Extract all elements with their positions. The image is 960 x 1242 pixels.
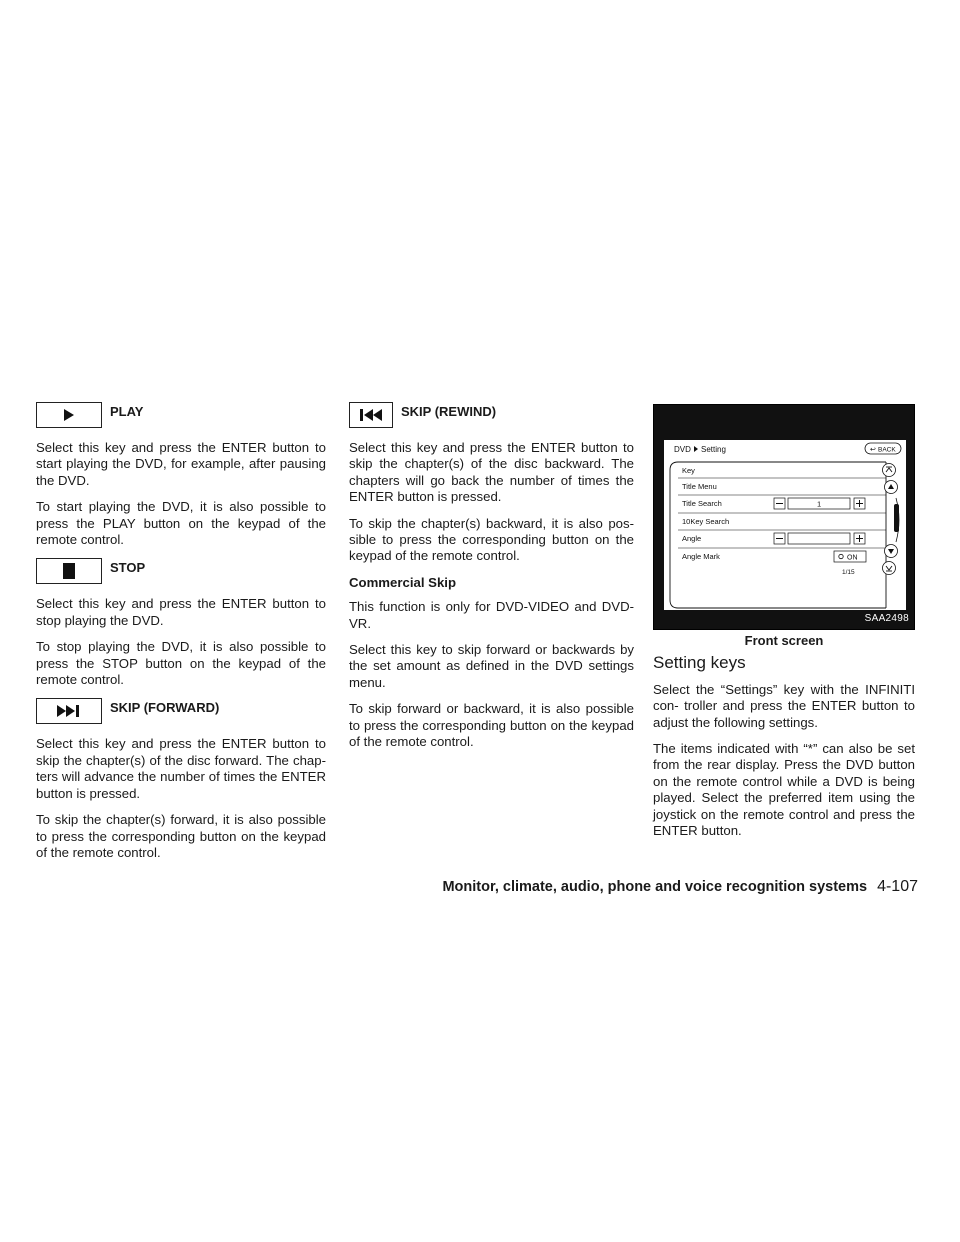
skip-forward-key-box [36, 698, 102, 724]
skip-forward-paragraph-2: To skip the chapter(s) forward, it is also possible to press the corresponding button on the keypad of the remote control. [36, 812, 326, 860]
play-key-box [36, 402, 102, 428]
breadcrumb-dvd: DVD [674, 445, 691, 454]
angle-value-box [788, 533, 850, 544]
figure-caption: Front screen [744, 633, 824, 648]
skip-forward-key-label: SKIP (FORWARD) [110, 700, 220, 716]
page-footer [423, 878, 918, 896]
commercial-skip-paragraph-3: To skip forward or backward, it is also possible to press the corresponding button on the keypad of the remote control. [349, 701, 634, 750]
breadcrumb-setting: Setting [701, 445, 726, 454]
commercial-skip-heading: Commercial Skip [349, 574, 457, 590]
skip-rewind-icon [356, 408, 386, 422]
scroll-down-button[interactable] [885, 545, 898, 558]
angle-mark-value: ON [847, 554, 858, 562]
menu-item-label: Angle Mark [682, 552, 720, 561]
dvd-settings-screen [664, 440, 906, 610]
column-right [653, 404, 915, 849]
skip-rewind-paragraph-1: Select this key and press the ENTER button to skip the chapter(s) of the disc backward. The chapters will go back the number of times the ENTER button is pressed. [349, 440, 634, 505]
stop-icon [61, 562, 77, 580]
stop-key-heading [36, 558, 326, 584]
play-paragraph-1: Select this key and press the ENTER button to start playing the DVD, for example, after pausing the DVD. [36, 440, 326, 488]
commercial-skip-paragraph-1: This function is only for DVD-VIDEO and DVD- VR. [349, 599, 634, 631]
column-middle [349, 402, 634, 761]
play-key-label: PLAY [110, 404, 144, 419]
section-title: Setting keys [653, 653, 746, 673]
dvd-settings-figure [653, 404, 915, 630]
skip-rewind-key-box [349, 402, 393, 428]
stop-key-label: STOP [110, 560, 146, 576]
stop-paragraph-2: To stop playing the DVD, it is also possible to press the STOP button on the keypad of the remote control. [36, 639, 326, 688]
scrollbar-thumb[interactable] [894, 504, 899, 532]
angle-plus-button[interactable] [854, 533, 865, 544]
skip-rewind-paragraph-2: To skip the chapter(s) backward, it is also pos- sible to press the corresponding button on the keypad of the remote control. [349, 515, 634, 564]
skip-rewind-key-label: SKIP (REWIND) [401, 404, 497, 419]
page-indicator: 1/15 [842, 569, 855, 576]
menu-item-key[interactable] [682, 466, 695, 475]
figure-code: SAA2498 [864, 612, 909, 624]
scroll-bottom-button[interactable] [883, 562, 896, 575]
skip-forward-key-heading [36, 698, 326, 724]
menu-item-label: Title Menu [682, 482, 717, 491]
setting-keys-paragraph-2: The items indicated with “*” can also be set from the rear display. Press the DVD button on the remote control while a DVD is being played. Select the preferred item using the joystick on the remote control and press the ENTER button. [653, 741, 915, 839]
footer-title: Monitor, climate, audio, phone and voice recognition systems [442, 879, 868, 895]
menu-item-label: Title Search [682, 499, 722, 508]
title-search-plus-button[interactable] [854, 498, 865, 509]
title-search-minus-button[interactable] [774, 498, 785, 509]
menu-item-label: Angle [682, 534, 702, 543]
page-number: 4-107 [877, 878, 918, 895]
back-button-label: BACK [878, 446, 896, 454]
skip-forward-icon [54, 704, 84, 718]
angle-mark-toggle[interactable] [834, 551, 866, 562]
play-key-heading [36, 402, 326, 428]
menu-item-label: 10Key Search [682, 517, 730, 526]
menu-item-10key-search[interactable] [682, 517, 729, 526]
column-left [36, 402, 326, 871]
skip-forward-paragraph-1: Select this key and press the ENTER button to skip the chapter(s) of the disc forward. The chap- ters will advance the number of times the ENTER button is pressed. [36, 736, 326, 801]
angle-minus-button[interactable] [774, 533, 785, 544]
stop-key-box [36, 558, 102, 584]
menu-item-label: Key [682, 466, 695, 475]
stop-paragraph-1: Select this key and press the ENTER button to stop playing the DVD. [36, 596, 326, 628]
back-arrow-icon: ↩ [870, 445, 876, 454]
play-icon [59, 408, 79, 422]
skip-rewind-key-heading [349, 402, 634, 428]
menu-item-title-search[interactable] [682, 499, 722, 508]
menu-item-title-menu[interactable] [682, 482, 717, 491]
setting-keys-paragraph-1: Select the “Settings” key with the INFINITI con- troller and press the ENTER button to adjust the following settings. [653, 681, 915, 730]
scroll-top-button[interactable] [883, 464, 896, 477]
play-paragraph-2: To start playing the DVD, it is also possible to press the PLAY button on the keypad of the remote control. [36, 499, 326, 548]
scroll-up-button[interactable] [885, 481, 898, 494]
back-button[interactable] [865, 443, 901, 454]
title-search-value: 1 [817, 499, 822, 509]
menu-item-angle-mark[interactable] [682, 552, 720, 561]
menu-item-angle[interactable] [682, 534, 701, 543]
commercial-skip-paragraph-2: Select this key to skip forward or backwards by the set amount as defined in the DVD settings menu. [349, 642, 634, 690]
